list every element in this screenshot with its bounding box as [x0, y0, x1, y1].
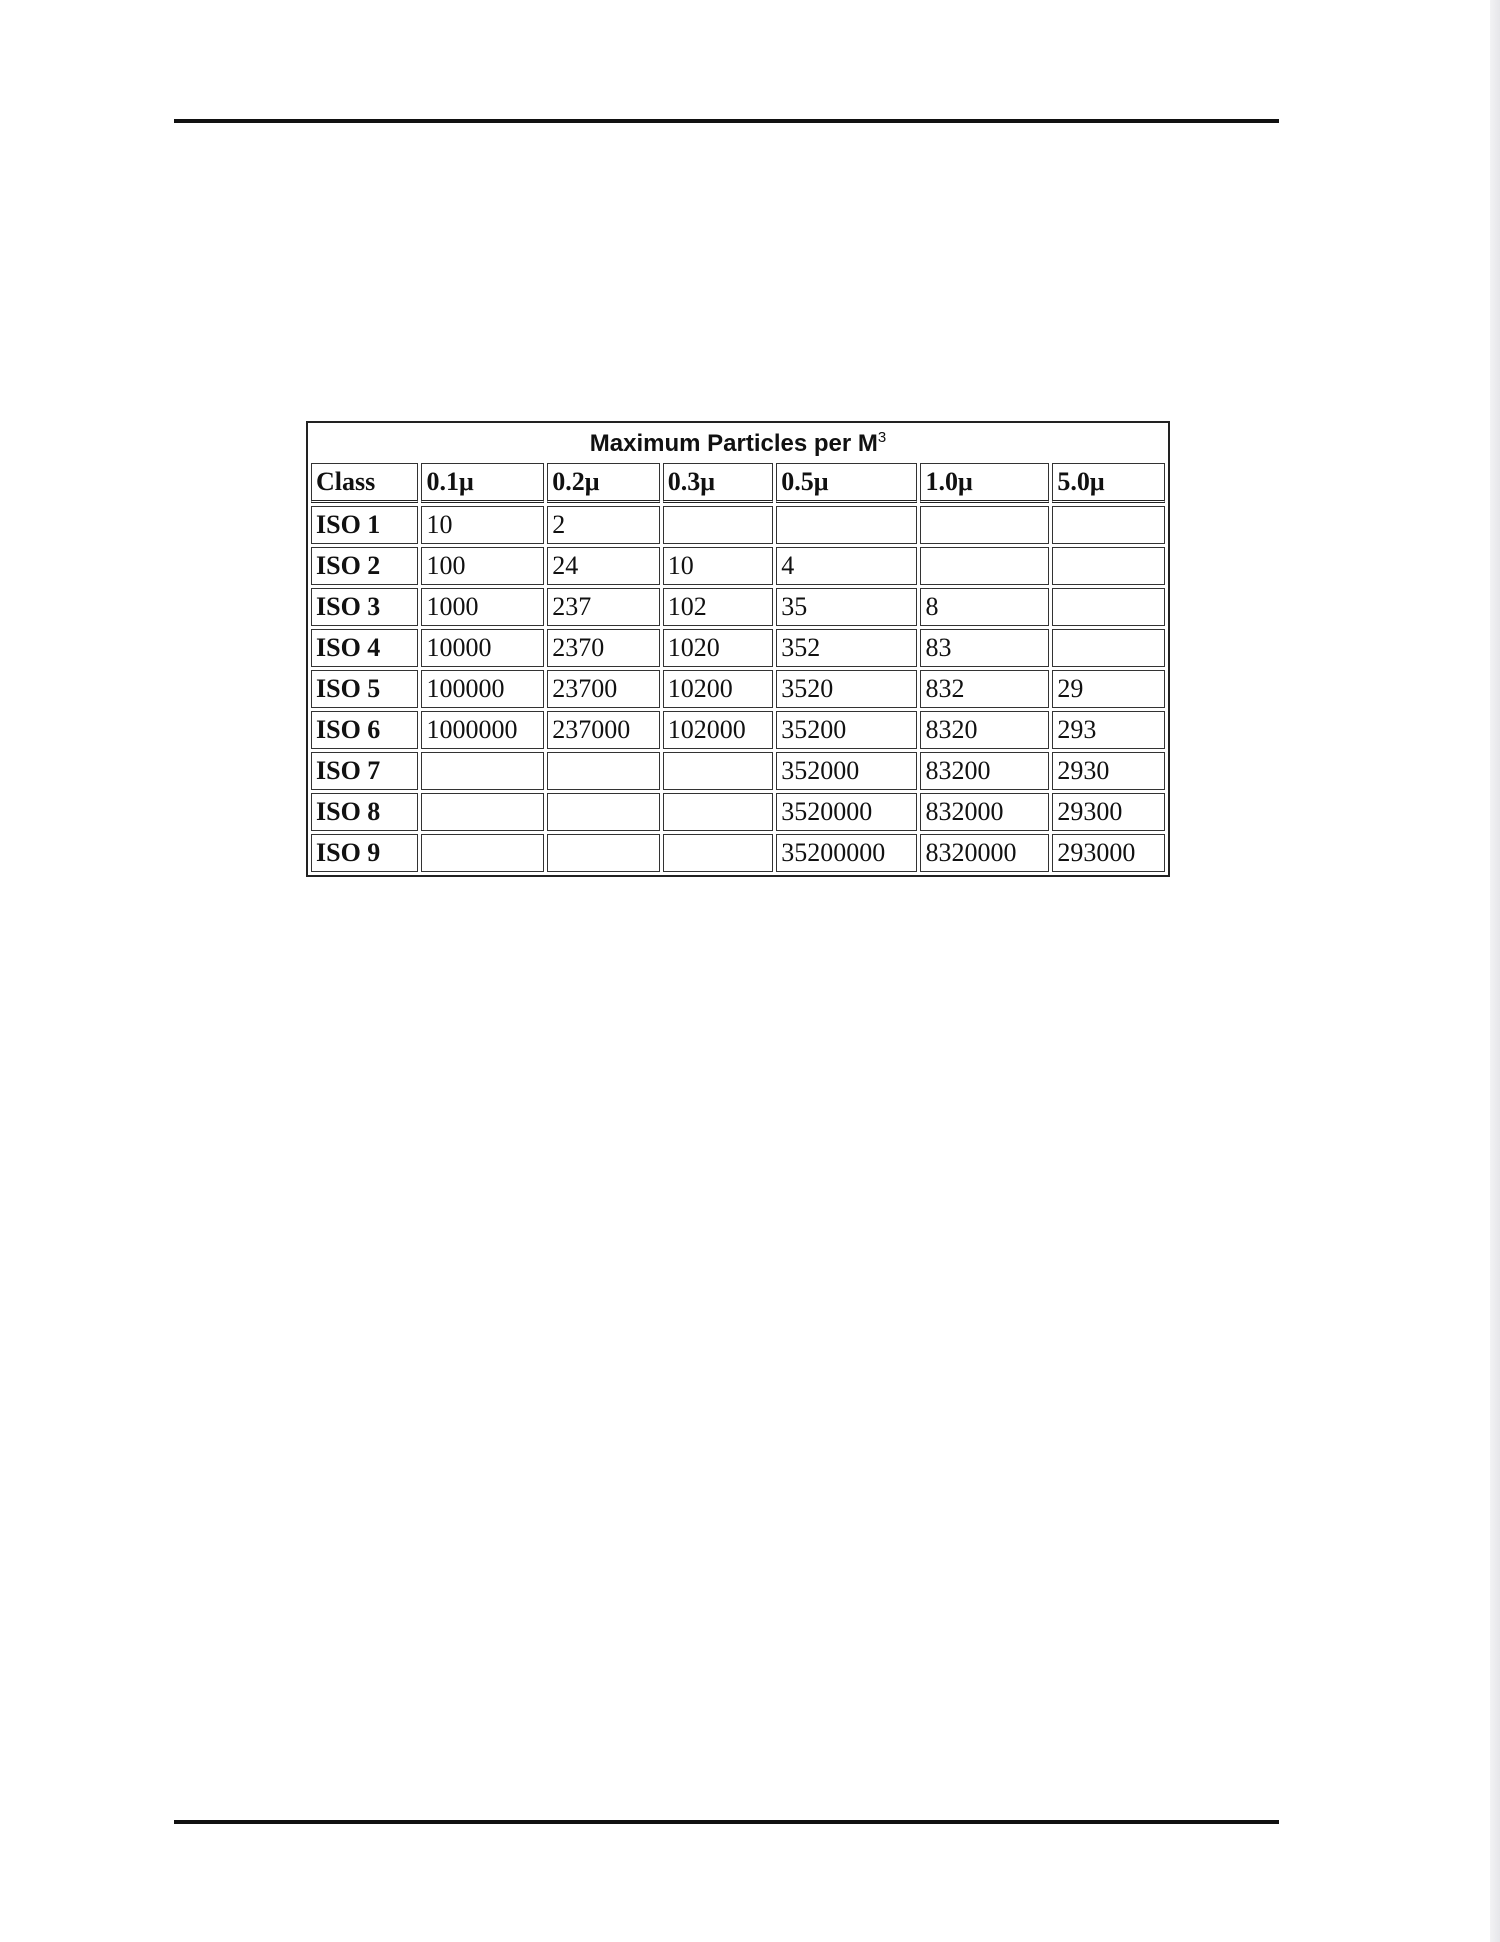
- particle-count-cell: [421, 834, 544, 872]
- table-row: [311, 670, 1165, 708]
- table-body: [311, 506, 1165, 872]
- particle-count-cell: 29: [1052, 670, 1165, 708]
- class-cell: ISO 6: [311, 711, 418, 749]
- table-header-row: [311, 463, 1165, 503]
- particle-count-cell: [1052, 547, 1165, 585]
- class-cell: ISO 5: [311, 670, 418, 708]
- particle-count-cell: [920, 506, 1049, 544]
- particle-count-cell: [547, 752, 660, 790]
- table-row: [311, 506, 1165, 544]
- particle-count-cell: 10: [421, 506, 544, 544]
- table-row: [311, 588, 1165, 626]
- class-cell: ISO 7: [311, 752, 418, 790]
- particle-count-cell: 35200: [776, 711, 917, 749]
- column-header-particle-size: 0.3μ: [663, 463, 774, 503]
- particle-count-cell: 4: [776, 547, 917, 585]
- particle-count-cell: [1052, 629, 1165, 667]
- table-title-superscript: 3: [877, 428, 887, 446]
- particle-count-cell: 237000: [547, 711, 660, 749]
- particle-count-cell: [547, 834, 660, 872]
- table-row: [311, 711, 1165, 749]
- particle-count-cell: 2370: [547, 629, 660, 667]
- class-cell: ISO 2: [311, 547, 418, 585]
- table-row: [311, 793, 1165, 831]
- particle-count-cell: 8320000: [920, 834, 1049, 872]
- class-cell: ISO 9: [311, 834, 418, 872]
- particle-count-cell: [421, 752, 544, 790]
- particle-count-cell: 10: [663, 547, 774, 585]
- particle-count-cell: 102000: [663, 711, 774, 749]
- particle-count-cell: 832000: [920, 793, 1049, 831]
- column-header-class: Class: [311, 463, 418, 503]
- particle-count-cell: [1052, 588, 1165, 626]
- particle-count-cell: 2: [547, 506, 660, 544]
- page-edge-shadow: [1490, 0, 1500, 1942]
- table-row: [311, 629, 1165, 667]
- particle-count-cell: [920, 547, 1049, 585]
- particle-count-cell: 23700: [547, 670, 660, 708]
- table-title-text: Maximum Particles per M: [589, 429, 878, 457]
- particle-limits-table-container: [306, 421, 1170, 882]
- column-header-particle-size: 1.0μ: [920, 463, 1049, 503]
- particle-count-cell: 29300: [1052, 793, 1165, 831]
- particle-count-cell: 24: [547, 547, 660, 585]
- class-cell: ISO 1: [311, 506, 418, 544]
- table-title-row: [311, 426, 1165, 460]
- table-row: [311, 752, 1165, 790]
- particle-count-cell: [663, 793, 774, 831]
- class-cell: ISO 8: [311, 793, 418, 831]
- column-header-particle-size: 5.0μ: [1052, 463, 1165, 503]
- particle-count-cell: 1000000: [421, 711, 544, 749]
- particle-count-cell: 3520000: [776, 793, 917, 831]
- particle-limits-table: [306, 421, 1170, 877]
- particle-count-cell: 1020: [663, 629, 774, 667]
- particle-count-cell: 2930: [1052, 752, 1165, 790]
- table-row: [311, 834, 1165, 872]
- particle-count-cell: 83: [920, 629, 1049, 667]
- particle-count-cell: [663, 506, 774, 544]
- class-cell: ISO 4: [311, 629, 418, 667]
- particle-count-cell: [547, 793, 660, 831]
- particle-count-cell: [663, 834, 774, 872]
- column-header-particle-size: 0.2μ: [547, 463, 660, 503]
- class-cell: ISO 3: [311, 588, 418, 626]
- particle-count-cell: 293000: [1052, 834, 1165, 872]
- particle-count-cell: 352000: [776, 752, 917, 790]
- particle-count-cell: 1000: [421, 588, 544, 626]
- particle-count-cell: 293: [1052, 711, 1165, 749]
- footer-rule: [174, 1820, 1279, 1824]
- particle-count-cell: [421, 793, 544, 831]
- column-header-particle-size: 0.1μ: [421, 463, 544, 503]
- particle-count-cell: [776, 506, 917, 544]
- particle-count-cell: [663, 752, 774, 790]
- particle-count-cell: 35: [776, 588, 917, 626]
- column-header-particle-size: 0.5μ: [776, 463, 917, 503]
- particle-count-cell: 10000: [421, 629, 544, 667]
- particle-count-cell: 237: [547, 588, 660, 626]
- table-row: [311, 547, 1165, 585]
- particle-count-cell: 83200: [920, 752, 1049, 790]
- particle-count-cell: 832: [920, 670, 1049, 708]
- particle-count-cell: 100: [421, 547, 544, 585]
- table-title: [311, 426, 1165, 460]
- particle-count-cell: 8320: [920, 711, 1049, 749]
- particle-count-cell: 35200000: [776, 834, 917, 872]
- particle-count-cell: 3520: [776, 670, 917, 708]
- particle-count-cell: 10200: [663, 670, 774, 708]
- particle-count-cell: 8: [920, 588, 1049, 626]
- particle-count-cell: 352: [776, 629, 917, 667]
- header-rule: [174, 119, 1279, 123]
- particle-count-cell: [1052, 506, 1165, 544]
- particle-count-cell: 100000: [421, 670, 544, 708]
- particle-count-cell: 102: [663, 588, 774, 626]
